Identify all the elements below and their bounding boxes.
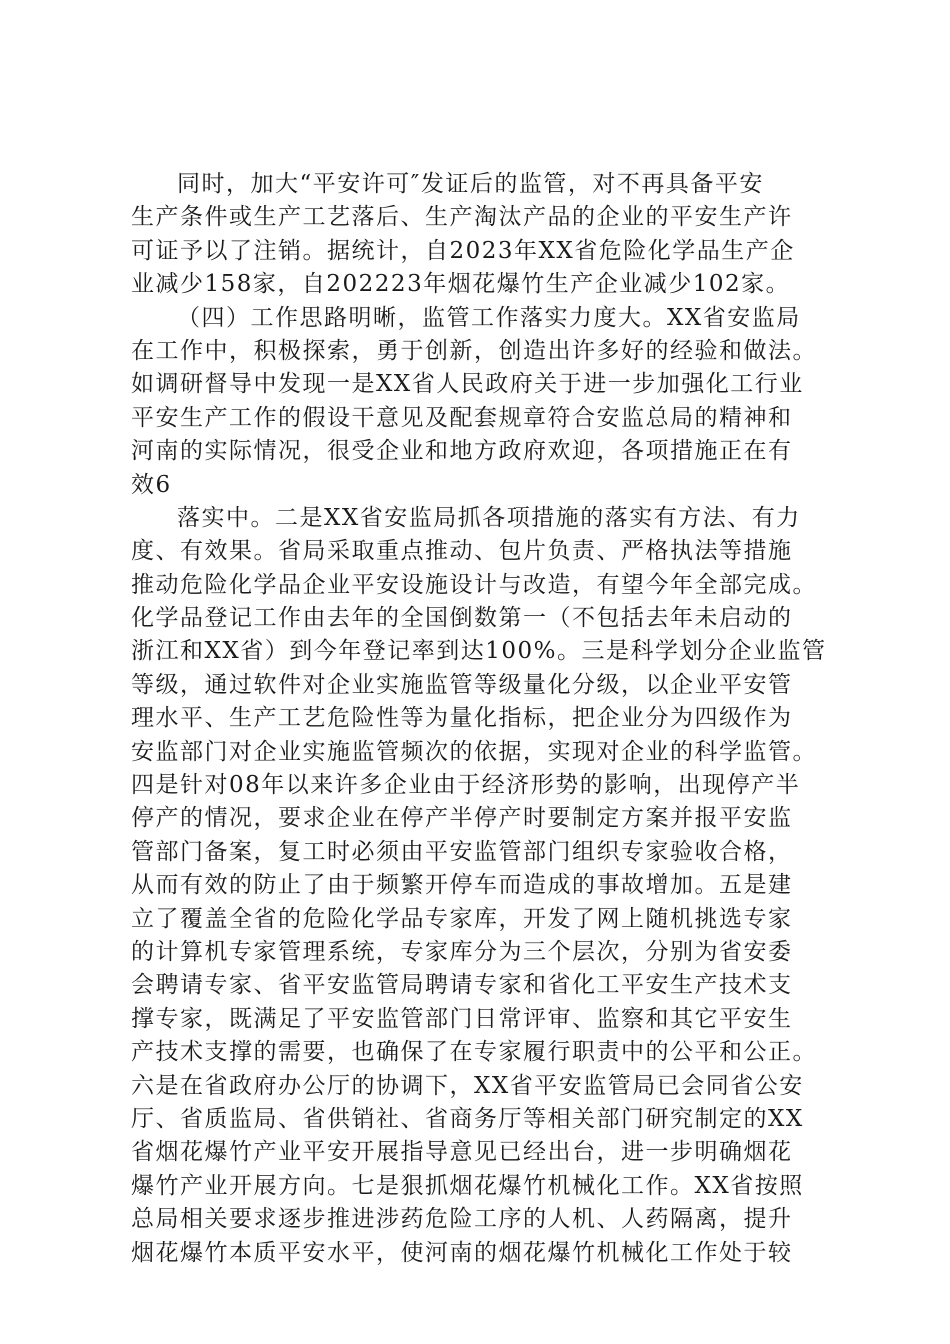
document-body-text bbox=[131, 168, 831, 1270]
text-line: 推动危险化学品企业平安设施设计与改造，有望今年全部完成。 bbox=[131, 571, 817, 598]
text-line: 可证予以了注销。据统计，自2023年XX省危险化学品生产企 bbox=[131, 237, 795, 264]
text-line: 从而有效的防止了由于频繁开停车而造成的事故增加。五是建 bbox=[131, 872, 793, 899]
text-line: 立了覆盖全省的危险化学品专家库，开发了网上随机挑选专家 bbox=[131, 905, 793, 932]
text-line: 河南的实际情况，很受企业和地方政府欢迎，各项措施正在有 bbox=[131, 438, 793, 465]
text-line: 效6 bbox=[131, 471, 172, 498]
text-line: 如调研督导中发现一是XX省人民政府关于进一步加强化工行业 bbox=[131, 371, 804, 398]
text-line: 停产的情况，要求企业在停产半停产时要制定方案并报平安监 bbox=[131, 805, 793, 832]
text-line: 四是针对08年以来许多企业由于经济形势的影响，出现停产半 bbox=[131, 772, 801, 799]
text-line: 的计算机专家管理系统，专家库分为三个层次，分别为省安委 bbox=[131, 938, 793, 965]
text-line: 总局相关要求逐步推进涉药危险工序的人机、人药隔离，提升 bbox=[131, 1206, 793, 1233]
text-line: 度、有效果。省局采取重点推动、包片负责、严格执法等措施 bbox=[131, 538, 793, 565]
text-line: 理水平、生产工艺危险性等为量化指标，把企业分为四级作为 bbox=[131, 705, 793, 732]
text-line: 平安生产工作的假设干意见及配套规章符合安监总局的精神和 bbox=[131, 404, 793, 431]
text-line: 等级，通过软件对企业实施监管等级量化分级，以企业平安管 bbox=[131, 671, 793, 698]
text-line: 爆竹产业开展方向。七是狠抓烟花爆竹机械化工作。XX省按照 bbox=[131, 1172, 804, 1199]
text-line: 同时，加大“平安许可″发证后的监管，对不再具备平安 bbox=[177, 171, 764, 197]
text-line: 省烟花爆竹产业平安开展指导意见已经出台，进一步明确烟花 bbox=[131, 1139, 793, 1166]
text-line: 化学品登记工作由去年的全国倒数第一（不包括去年未启动的 bbox=[131, 605, 793, 632]
text-line: 产技术支撑的需要，也确保了在专家履行职责中的公平和公正。 bbox=[131, 1039, 817, 1066]
text-line: 撑专家，既满足了平安监管部门日常评审、监察和其它平安生 bbox=[131, 1005, 793, 1032]
text-line: 浙江和XX省）到今年登记率到达100%。三是科学划分企业监管 bbox=[131, 638, 827, 665]
text-line: 安监部门对企业实施监管频次的依据，实现对企业的科学监管。 bbox=[131, 738, 817, 765]
text-line: 会聘请专家、省平安监管局聘请专家和省化工平安生产技术支 bbox=[131, 972, 793, 999]
text-line: 六是在省政府办公厅的协调下，XX省平安监管局已会同省公安 bbox=[131, 1072, 804, 1099]
text-line: 落实中。二是XX省安监局抓各项措施的落实有方法、有力 bbox=[177, 504, 801, 531]
text-line: 生产条件或生产工艺落后、生产淘汰产品的企业的平安生产许 bbox=[131, 204, 793, 231]
text-line: 业减少158家，自202223年烟花爆竹生产企业减少102家。 bbox=[131, 271, 791, 298]
text-line: 管部门备案，复工时必须由平安监管部门组织专家验收合格， bbox=[131, 838, 793, 865]
text-line: （四）工作思路明晰，监管工作落实力度大。XX省安监局 bbox=[177, 304, 801, 331]
text-line: 在工作中，积极探索，勇于创新，创造出许多好的经验和做法。 bbox=[131, 337, 817, 364]
text-line: 烟花爆竹本质平安水平，使河南的烟花爆竹机械化工作处于较 bbox=[131, 1239, 793, 1266]
text-line: 厅、省质监局、省供销社、省商务厅等相关部门研究制定的XX bbox=[131, 1105, 804, 1132]
